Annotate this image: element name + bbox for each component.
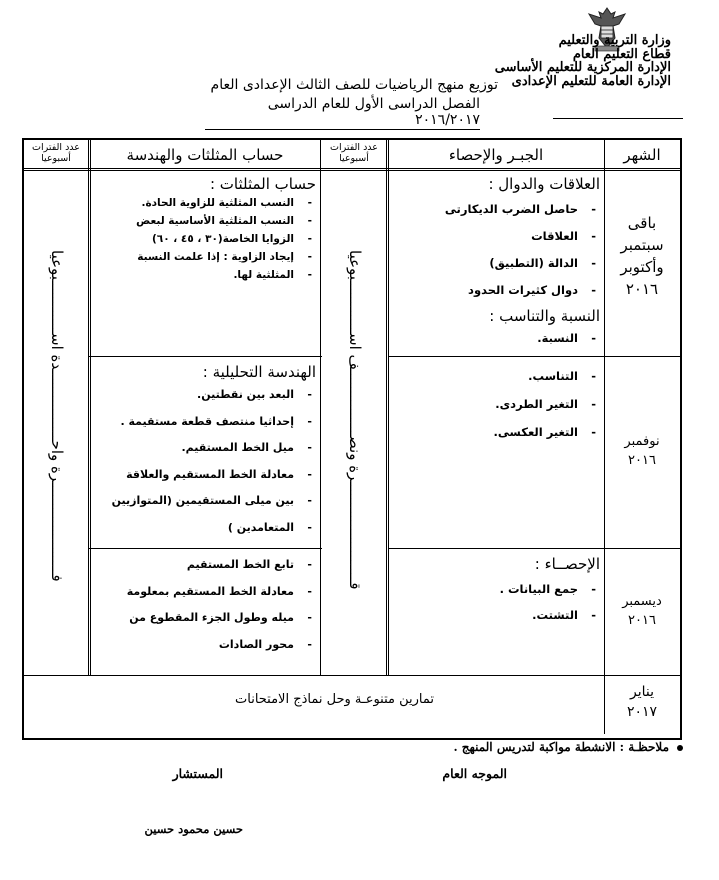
row4-text: تمارين متنوعـة وحل نماذج الامتحانات <box>235 692 434 707</box>
footer-note <box>453 740 683 754</box>
consultant-name: حسين محمود حسين <box>144 822 243 836</box>
topic-item: - تابع الخط المستقيم <box>94 552 316 579</box>
section-title: النسبة والتناسب : <box>489 307 600 325</box>
topic-item: - ميل الخط المستقيم. <box>94 435 316 462</box>
topic-item: - التشتت. <box>394 602 600 628</box>
header-divider <box>553 118 683 119</box>
section-title: الهندسة التحليلية : <box>202 363 316 381</box>
row3-algebra <box>394 554 600 628</box>
topic-item-continued: - المتعامدين ) <box>94 515 316 542</box>
topic-item: - البعد بين نقطتين. <box>94 382 316 409</box>
topic-item: - إيجاد الزاوية : إذا علمت النسبة <box>94 248 316 266</box>
consultant-label: المستشار <box>172 766 223 781</box>
topic-item: - العلاقات <box>394 223 600 250</box>
topic-item: - التغير الطردى. <box>394 390 600 418</box>
section-title: حساب المثلثات : <box>209 175 316 193</box>
topic-item: - معادلة الخط المستقيم بمعلومة <box>94 579 316 606</box>
month-line: ديسمبر <box>622 594 662 609</box>
ministry-line: قطاع التعليم العام <box>572 46 671 62</box>
row4-month <box>606 682 678 722</box>
section-title: الإحصــاء : <box>534 555 600 573</box>
header-periods-line: عدد الفترات <box>32 142 80 153</box>
row1-month <box>606 212 678 300</box>
topic-item-continued: - بين ميلى المستقيمين (المتوازيين <box>94 488 316 515</box>
header-algebra: الجبـر والإحصاء <box>448 146 544 164</box>
month-line: ٢٠١٧ <box>626 704 658 720</box>
topic-item-continued: - المثلثية لها. <box>94 266 316 284</box>
supervisor-label: الموجه العام <box>442 766 507 781</box>
geometry-periods-vertical: فـــــــــــــــــــــرة واحــــــــــــــــدة اســــــــــــبوعيا <box>48 250 66 582</box>
algebra-periods-vertical: قـــــــــــــــــــــــرة ونصـــــــــــــــف اســــــــــــبوعيا <box>346 250 364 590</box>
month-line: ٢٠١٦ <box>625 280 659 298</box>
month-line: ٢٠١٦ <box>628 613 656 628</box>
topic-item-continued: - ميله وطول الجزء المقطوع من <box>94 605 316 632</box>
topic-item-continued: - الزوايا الخاصة(٣٠ ، ٤٥ ، ٦٠) <box>94 230 316 248</box>
month-line: وأكتوبر <box>620 258 664 276</box>
note-text: ملاحظـة : الانشطة مواكبة لتدريس المنهج . <box>453 740 669 754</box>
topic-item: - النسبة. <box>394 326 600 350</box>
topic-item: - إحداثيا منتصف قطعة مستقيمة . <box>94 409 316 436</box>
topic-item: - النسب المثلثية للزاوية الحادة. <box>94 194 316 212</box>
section-title: العلاقات والدوال : <box>488 175 600 193</box>
month-line: باقى <box>627 214 657 232</box>
row2-month <box>606 432 678 470</box>
topic-item-continued: - محور الصادات <box>94 632 316 659</box>
topic-item: - النسب المثلثية الأساسية لبعض <box>94 212 316 230</box>
topic-item: - حاصل الضرب الديكارتى <box>394 196 600 223</box>
month-line: يناير <box>629 684 654 700</box>
header-geometry-periods <box>24 142 88 168</box>
document-title: توزيع منهج الرياضيات للصف الثالث الإعدادى العام <box>210 77 498 93</box>
topic-item: - التناسب. <box>394 362 600 390</box>
header-month: الشهر <box>623 146 661 164</box>
row2-algebra <box>394 362 600 446</box>
row1-geometry <box>94 174 316 284</box>
document-subtitle: الفصل الدراسى الأول للعام الدراسى ٢٠١٦/٢٠١٧ <box>205 96 480 130</box>
ministry-line: وزارة التربية والتعليم <box>558 33 671 48</box>
month-line: سبتمبر <box>620 236 664 254</box>
ministry-header <box>495 34 671 88</box>
row2-geometry <box>94 362 316 541</box>
topic-item: - دوال كثيرات الحدود <box>394 277 600 304</box>
row3-month <box>606 592 678 630</box>
ministry-line: الإدارة المركزية للتعليم الأساسى <box>494 60 671 75</box>
topic-item: - جمع البيانات . <box>394 576 600 602</box>
ministry-line: الإدارة العامة للتعليم الإعدادى <box>511 73 671 89</box>
month-line: نوفمبر <box>624 434 660 449</box>
row3-geometry <box>94 552 316 658</box>
curriculum-table <box>22 138 682 740</box>
header-periods-line: أسبوعيا <box>339 153 369 164</box>
topic-item: - الدالة (التطبيق) <box>394 250 600 277</box>
header-algebra-periods <box>322 142 386 168</box>
header-geometry: حساب المثلثات والهندسة <box>126 146 284 164</box>
bullet-icon <box>677 745 683 751</box>
header-periods-line: عدد الفترات <box>330 142 378 153</box>
header-periods-line: أسبوعيا <box>41 153 71 164</box>
month-line: ٢٠١٦ <box>628 453 656 468</box>
topic-item: - معادلة الخط المستقيم والعلاقة <box>94 462 316 489</box>
row1-algebra <box>394 174 600 350</box>
topic-item: - التغير العكسى. <box>394 418 600 446</box>
